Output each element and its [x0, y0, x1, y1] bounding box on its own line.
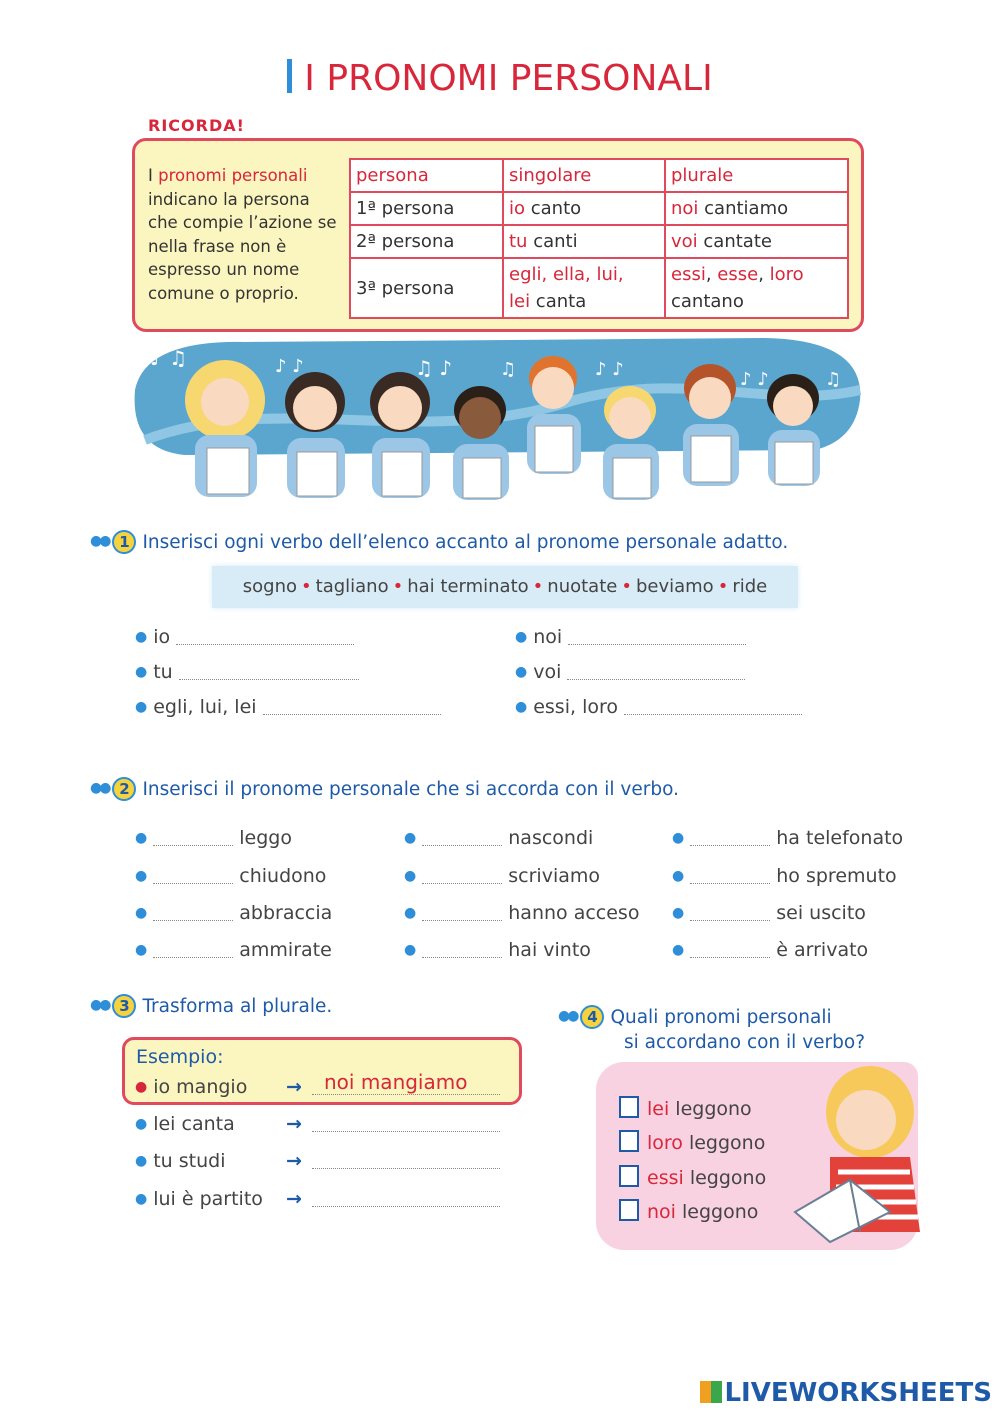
- option-essi[interactable]: essi leggono: [619, 1165, 766, 1189]
- ex1-item-io: ● io: [135, 626, 354, 648]
- answer-blank[interactable]: [690, 957, 770, 958]
- answer-blank[interactable]: [312, 1131, 500, 1132]
- answer-blank[interactable]: [176, 644, 354, 645]
- liveworksheets-logo: LIVEWORKSHEETS: [700, 1378, 992, 1408]
- ex3-item: ● tu studi: [135, 1150, 226, 1172]
- answer-blank[interactable]: [153, 957, 233, 958]
- svg-text:♪ ♪: ♪ ♪: [740, 369, 769, 390]
- ex2-item: ● ha telefonato: [672, 827, 904, 849]
- example-item: ● io mangio: [135, 1076, 248, 1098]
- difficulty-dots-icon: ●●: [558, 1008, 577, 1024]
- checkbox[interactable]: [619, 1096, 639, 1118]
- child-figure: [185, 360, 265, 497]
- logo-icon: [700, 1381, 722, 1403]
- answer-blank[interactable]: [567, 679, 745, 680]
- answer-blank[interactable]: [312, 1168, 500, 1169]
- answer-blank[interactable]: [690, 920, 770, 921]
- ex3-heading: ●● 3 Trasforma al plurale.: [90, 996, 333, 1017]
- checkbox[interactable]: [619, 1199, 639, 1221]
- answer-blank[interactable]: [422, 883, 502, 884]
- answer-blank[interactable]: [153, 883, 233, 884]
- example-answer: noi mangiamo: [324, 1070, 468, 1094]
- difficulty-dots-icon: ●●: [90, 533, 109, 549]
- answer-blank[interactable]: [263, 714, 441, 715]
- option-lei[interactable]: lei leggono: [619, 1096, 752, 1120]
- svg-text:♪ ♪: ♪ ♪: [275, 356, 304, 377]
- checkbox[interactable]: [619, 1165, 639, 1187]
- ex2-item: ● abbraccia: [135, 902, 333, 924]
- ex1-item-noi: ● noi: [515, 626, 746, 648]
- ex2-item: ● scriviamo: [404, 865, 600, 887]
- answer-blank[interactable]: [624, 714, 802, 715]
- svg-text:♪ ♪: ♪ ♪: [595, 359, 624, 380]
- header-persona: persona: [350, 159, 503, 192]
- option-noi[interactable]: noi leggono: [619, 1199, 758, 1223]
- ex2-item: ● chiudono: [135, 865, 327, 887]
- choir-illustration: [125, 330, 870, 510]
- arrow-icon: →: [286, 1076, 302, 1098]
- answer-blank[interactable]: [422, 920, 502, 921]
- ex2-item: ● nascondi: [404, 827, 594, 849]
- example-label: Esempio:: [136, 1046, 224, 1068]
- rule-intro: I pronomi personali indicano la persona che compie l’azione se nella frase non è espresso un nome comune o proprio.: [148, 166, 337, 303]
- ex1-item-essi: ● essi, loro: [515, 696, 802, 718]
- ex4-heading-line2: si accordano con il verbo?: [624, 1032, 866, 1053]
- header-singolare: singolare: [503, 159, 665, 192]
- ex3-item: ● lei canta: [135, 1113, 235, 1135]
- ex2-item: ● è arrivato: [672, 939, 869, 961]
- answer-blank[interactable]: [312, 1206, 500, 1207]
- ex2-item: ● sei uscito: [672, 902, 866, 924]
- answer-blank[interactable]: [690, 845, 770, 846]
- svg-text:♫ ♪: ♫ ♪: [415, 356, 453, 380]
- ex4-heading: ●● 4 Quali pronomi personali: [558, 1007, 832, 1028]
- table-row: 3ª persona egli, ella, lui, lei canta essi, esse, loro cantano: [350, 258, 848, 318]
- ex1-heading: ●● 1 Inserisci ogni verbo dell’elenco accanto al pronome personale adatto.: [90, 532, 789, 553]
- ex2-heading: ●● 2 Inserisci il pronome personale che si accorda con il verbo.: [90, 779, 679, 800]
- answer-blank[interactable]: [422, 957, 502, 958]
- answer-blank[interactable]: [179, 679, 359, 680]
- answer-blank[interactable]: [568, 644, 746, 645]
- answer-blank[interactable]: [153, 845, 233, 846]
- ex3-item: ● lui è partito: [135, 1188, 263, 1210]
- svg-text:♫: ♫: [825, 369, 842, 390]
- header-plurale: plurale: [665, 159, 848, 192]
- difficulty-dots-icon: ●●: [90, 997, 109, 1013]
- pronouns-table: [349, 158, 849, 319]
- svg-text:♫: ♫: [500, 359, 517, 380]
- ex2-item: ● ho spremuto: [672, 865, 897, 887]
- word-bank: sogno • tagliano • hai terminato • nuotate • beviamo • ride: [212, 566, 798, 608]
- page-title: I PRONOMI PERSONALI: [0, 58, 1000, 99]
- ex1-item-tu: ● tu: [135, 661, 359, 683]
- answer-blank[interactable]: [422, 845, 502, 846]
- ricorda-label: RICORDA!: [148, 116, 245, 135]
- ex2-item: ● leggo: [135, 827, 292, 849]
- ex2-item: ● hanno acceso: [404, 902, 640, 924]
- table-row: 2ª persona tu canti voi cantate: [350, 225, 848, 258]
- option-loro[interactable]: loro leggono: [619, 1130, 765, 1154]
- title-bar: [287, 59, 292, 93]
- answer-blank[interactable]: [690, 883, 770, 884]
- arrow-icon: →: [286, 1113, 302, 1135]
- arrow-icon: →: [286, 1188, 302, 1210]
- arrow-icon: →: [286, 1150, 302, 1172]
- difficulty-dots-icon: ●●: [90, 780, 109, 796]
- intro-highlight: pronomi personali: [158, 166, 308, 185]
- checkbox[interactable]: [619, 1130, 639, 1152]
- answer-line: [312, 1094, 500, 1095]
- ex2-item: ● ammirate: [135, 939, 332, 961]
- reading-girl-illustration: [790, 1062, 932, 1247]
- answer-blank[interactable]: [153, 920, 233, 921]
- ex2-item: ● hai vinto: [404, 939, 591, 961]
- ex1-item-egli: ● egli, lui, lei: [135, 696, 441, 718]
- svg-text:♪ ♫: ♪ ♫: [150, 346, 188, 370]
- table-row: 1ª persona io canto noi cantiamo: [350, 192, 848, 225]
- ex1-item-voi: ● voi: [515, 661, 745, 683]
